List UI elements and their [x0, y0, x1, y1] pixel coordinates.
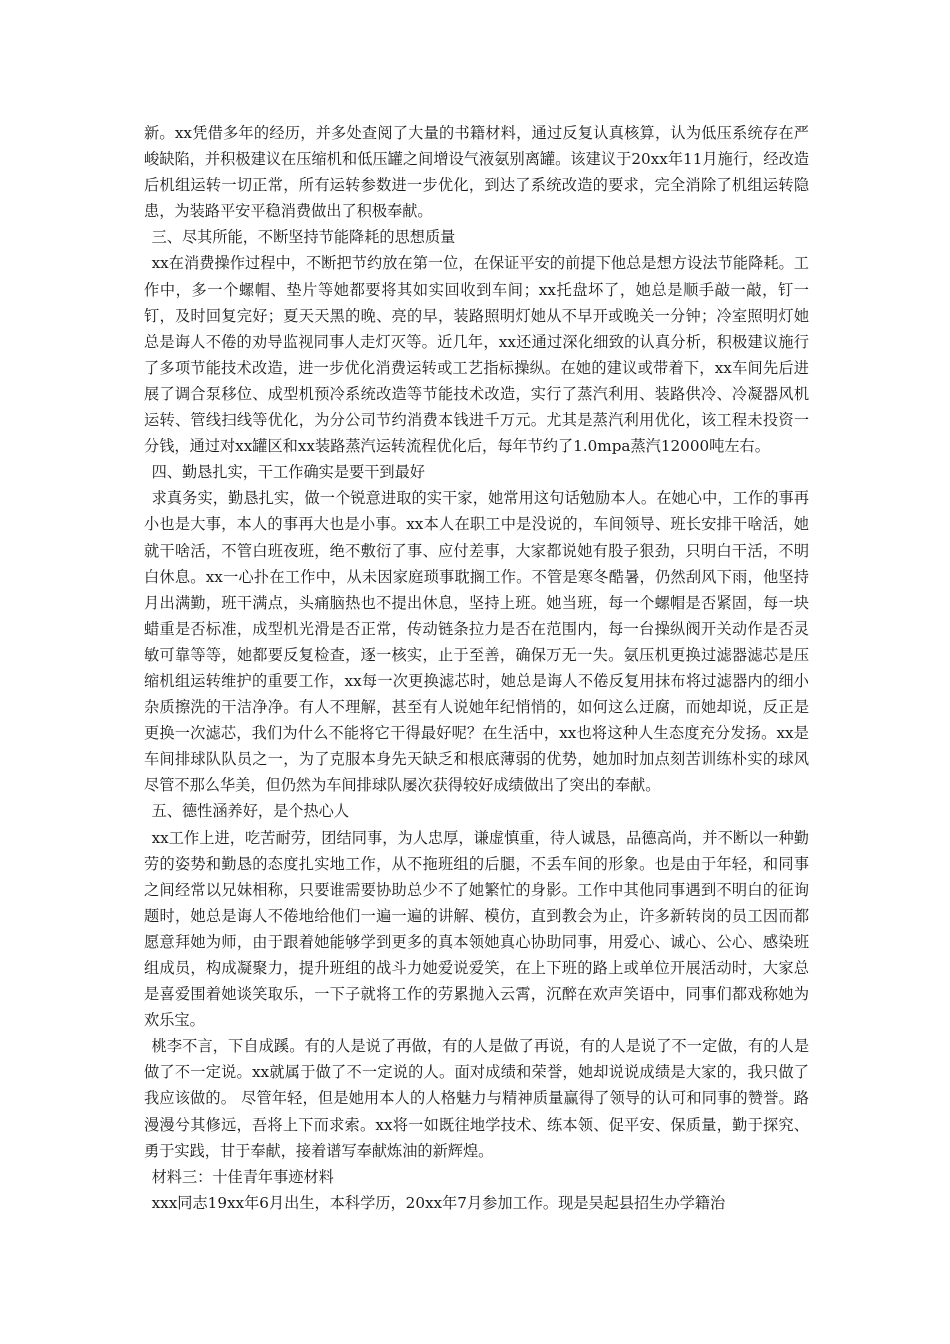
material-heading: 材料三：十佳青年事迹材料 — [151, 1167, 334, 1186]
paragraph-hard-work: 求真务实，勤恳扎实，做一个锐意进取的实干家，她常用这句话勉励本人。在她心中，工作的事再小也是大事，本人的事再大也是小事。xx本人在职工中是没说的，车间领导、班长安排干啥活，她就干啥活，不管白班夜班，绝不敷衍了事、应付差事，大家都说她有股子狠劲，只明白干活，不明白休息。xx一心扑在工作中，从未因家庭琐事耽搁工作。不管是寒冬酷暑，仍然刮风下雨，他坚持月出满勤，班干满点，头痛脑热也不提出休息，坚持上班。她当班，每一个螺帽是否紧固，每一块蜡重是否标准，成型机光滑是否正常，传动链条拉力是否在范围内，每一台操纵阀开关动作是否灵敏可靠等等，她都要反复检查，逐一核实，止于至善，确保万无一失。氨压机更换过滤器滤芯是压缩机组运转维护的重要工作，xx每一次更换滤芯时，她总是诲人不倦反复用抹布将过滤器内的细小杂质擦洗的干洁净净。有人不理解，甚至有人说她年纪悄悄的，如何这么迂腐，而她却说，反正是更换一次滤芯，我们为什么不能将它干得最好呢？在生活中，xx也将这种人生态度充分发扬。xx是车间排球队队员之一，为了克服本身先天缺乏和根底薄弱的优势，她加时加点刻苦训练朴实的球风尽管不那么华美，但仍然为车间排球队屡次获得较好成绩做出了突出的奉献。 — [144, 489, 809, 795]
paragraph-energy-saving: xx在消费操作过程中，不断把节约放在第一位，在保证平安的前提下他总是想方设法节能降耗。工作中，多一个螺帽、垫片等她都要将其如实回收到车间；xx托盘坏了，她总是顺手敲一敲，钉一钉，及时回复完好；夏天天黑的晚、亮的早，装路照明灯她从不早开或晚关一分钟；冷室照明灯她总是诲人不倦的劝导监视同事人走灯灭等。近几年，xx还通过深化细致的认真分析，积极建议施行了多项节能技术改造，进一步优化消费运转或工艺指标操纵。在她的建议或带着下，xx车间先后进展了调合泵移位、成型机预冷系统改造等节能技术改造，实行了蒸汽利用、装路供冷、冷凝器风机运转、管线扫线等优化，为分公司节约消费本钱进千万元。尤其是蒸汽利用优化，该工程未投资一分钱，通过对xx罐区和xx装路蒸汽运转流程优化后，每年节约了1.0mpa蒸汽12000吨左右。 — [144, 254, 809, 456]
section-heading-5: 五、德性涵养好，是个热心人 — [151, 802, 350, 821]
section-heading-4: 四、勤恳扎实，干工作确实是要干到最好 — [151, 463, 425, 482]
section-heading-3: 三、尽其所能，不断坚持节能降耗的思想质量 — [151, 228, 456, 247]
document-body — [144, 120, 809, 1216]
paragraph-material-three: xxx同志19xx年6月出生，本科学历，20xx年7月参加工作。现是吴起县招生办学籍治 — [151, 1193, 726, 1212]
paragraph-conclusion: 桃李不言，下自成蹊。有的人是说了再做，有的人是做了再说，有的人是说了不一定做，有的人是做了不一定说。xx就属于做了不一定说的人。面对成绩和荣誉，她却说说成绩是大家的，我只做了我应该做的。 尽管年轻，但是她用本人的人格魅力与精神质量赢得了领导的认可和同事的赞誉。路漫漫兮其修远，吾将上下而求索。xx将一如既往地学技术、练本领、促平安、保质量，勤于探究、勇于实践，甘于奉献，接着谱写奉献炼油的新辉煌。 — [144, 1037, 809, 1160]
paragraph-intro: 新。xx凭借多年的经历，并多处查阅了大量的书籍材料，通过反复认真核算，认为低压系统存在严峻缺陷，并积极建议在压缩机和低压罐之间增设气液氨别离罐。该建议于20xx年11月施行，经改造后机组运转一切正常，所有运转参数进一步优化，到达了系统改造的要求，完全消除了机组运转隐患，为装路平安平稳消费做出了积极奉献。 — [144, 124, 809, 221]
paragraph-character: xx工作上进，吃苦耐劳，团结同事，为人忠厚，谦虚慎重，待人诚恳，品德高尚，并不断以一种勤劳的姿势和勤恳的态度扎实地工作，从不拖班组的后腿，不丢车间的形象。也是由于年轻，和同事之间经常以兄妹相称，只要谁需要协助总少不了她繁忙的身影。工作中其他同事遇到不明白的征询题时，她总是诲人不倦地给他们一遍一遍的讲解、模仿，直到教会为止，许多新转岗的员工因而都愿意拜她为师，由于跟着她能够学到更多的真本领她真心协助同事，用爱心、诚心、公心、感染班组成员，构成凝聚力，提升班组的战斗力她爱说爱笑，在上下班的路上或单位开展活动时，大家总是喜爱围着她谈笑取乐，一下子就将工作的劳累抛入云霄，沉醉在欢声笑语中，同事们都戏称她为欢乐宝。 — [144, 828, 809, 1030]
